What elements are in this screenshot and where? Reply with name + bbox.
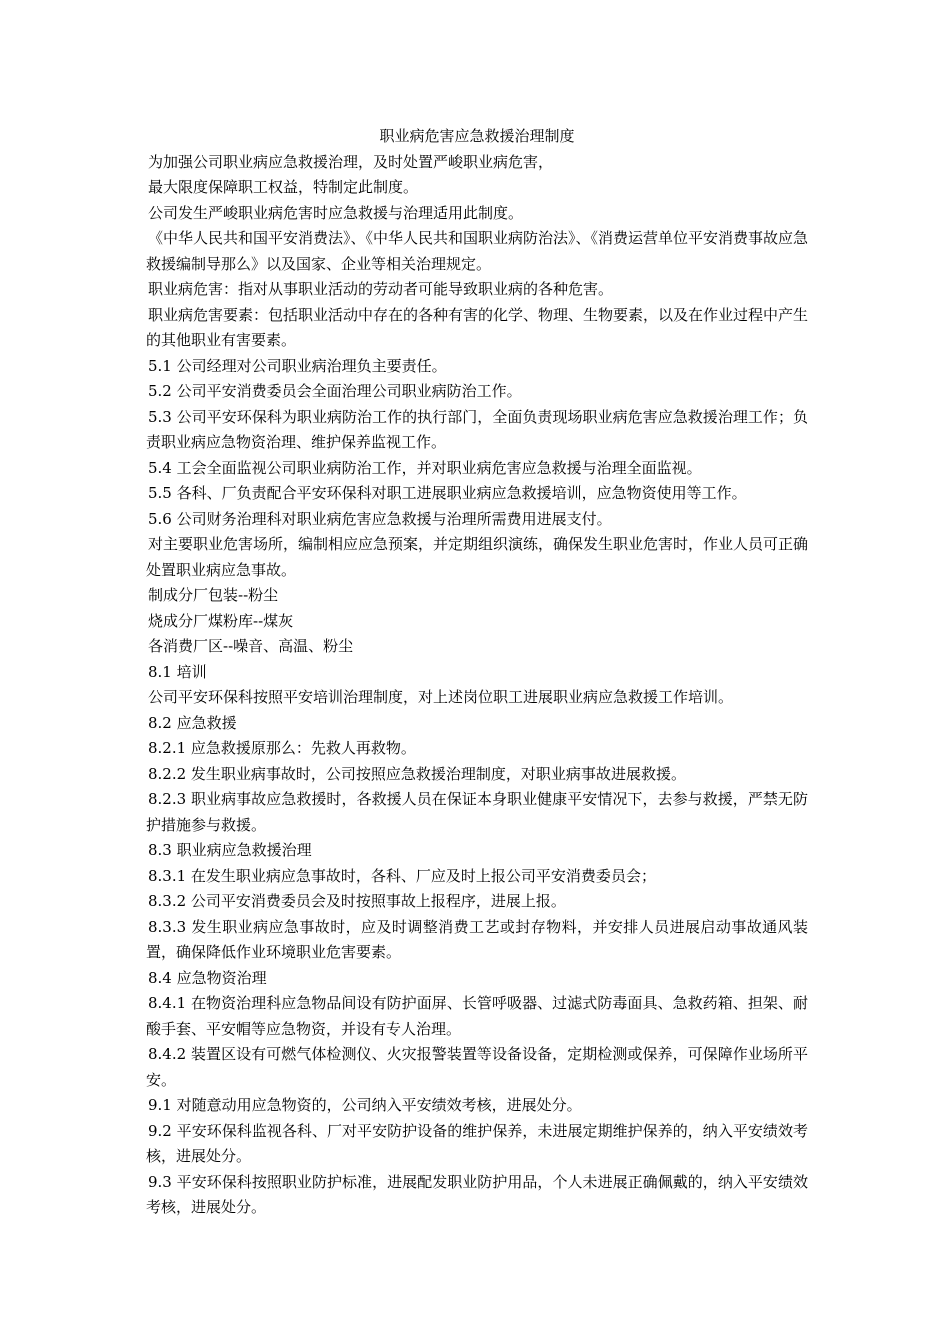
document-body bbox=[146, 150, 808, 1221]
paragraph: 烧成分厂煤粉库--煤灰 bbox=[148, 611, 294, 630]
paragraph: 职业病危害：指对从事职业活动的劳动者可能导致职业病的各种危害。 bbox=[148, 280, 614, 298]
paragraph: 最大限度保障职工权益，特制定此制度。 bbox=[148, 178, 419, 196]
paragraph: 8.4.1 在物资治理科应急物品间设有防护面屏、长管呼吸器、过滤式防毒面具、急救药箱、担架、耐酸手套、平安帽等应急物资，并设有专人治理。 bbox=[146, 994, 808, 1038]
paragraph: 9.2 平安环保科监视各科、厂对平安防护设备的维护保养，未进展定期维护保养的，纳入平安绩效考核，进展处分。 bbox=[146, 1121, 808, 1165]
paragraph: 职业病危害要素：包括职业活动中存在的各种有害的化学、物理、生物要素，以及在作业过程中产生的其他职业有害要素。 bbox=[146, 305, 809, 349]
paragraph: 公司平安环保科按照平安培训治理制度，对上述岗位职工进展职业病应急救援工作培训。 bbox=[148, 688, 734, 706]
paragraph: 各消费厂区--噪音、高温、粉尘 bbox=[148, 637, 354, 655]
paragraph: 8.2.1 应急救援原那么：先救人再救物。 bbox=[148, 739, 416, 757]
paragraph: 对主要职业危害场所，编制相应应急预案，并定期组织演练，确保发生职业危害时，作业人员可正确处置职业病应急事故。 bbox=[146, 535, 809, 579]
paragraph: 8.2.3 职业病事故应急救援时，各救援人员在保证本身职业健康平安情况下，去参与救援，严禁无防护措施参与救援。 bbox=[146, 790, 808, 834]
paragraph: 8.2 应急救援 bbox=[148, 713, 237, 732]
paragraph: 5.3 公司平安环保科为职业病防治工作的执行部门，全面负责现场职业病危害应急救援治理工作；负责职业病应急物资治理、维护保养监视工作。 bbox=[146, 407, 808, 451]
paragraph: 制成分厂包装--粉尘 bbox=[148, 586, 279, 604]
paragraph: 5.6 公司财务治理科对职业病危害应急救援与治理所需费用进展支付。 bbox=[148, 509, 612, 528]
paragraph: 8.4 应急物资治理 bbox=[148, 968, 267, 987]
paragraph: 为加强公司职业病应急救援治理，及时处置严峻职业病危害， bbox=[148, 152, 554, 171]
paragraph: 5.1 公司经理对公司职业病治理负主要责任。 bbox=[148, 356, 447, 375]
paragraph: 8.4.2 装置区设有可燃气体检测仪、火灾报警装置等设备设备，定期检测或保养，可保障作业场所平安。 bbox=[146, 1045, 808, 1089]
paragraph: 公司发生严峻职业病危害时应急救援与治理适用此制度。 bbox=[148, 203, 524, 222]
paragraph: 9.3 平安环保科按照职业防护标准，进展配发职业防护用品，个人未进展正确佩戴的，纳入平安绩效考核，进展处分。 bbox=[146, 1172, 808, 1216]
document-page bbox=[146, 124, 808, 1221]
paragraph: 8.3.2 公司平安消费委员会及时按照事故上报程序，进展上报。 bbox=[148, 892, 566, 910]
paragraph: 5.2 公司平安消费委员会全面治理公司职业病防治工作。 bbox=[148, 382, 522, 400]
paragraph: 5.5 各科、厂负责配合平安环保科对职工进展职业病应急救援培训，应急物资使用等工作。 bbox=[148, 484, 747, 502]
document-title: 职业病危害应急救援治理制度 bbox=[379, 127, 575, 145]
paragraph: 8.1 培训 bbox=[148, 662, 207, 681]
paragraph: 8.3.3 发生职业病应急事故时，应及时调整消费工艺或封存物料，并安排人员进展启动事故通风装置，确保降低作业环境职业危害要素。 bbox=[146, 917, 808, 961]
paragraph: 9.1 对随意动用应急物资的，公司纳入平安绩效考核，进展处分。 bbox=[148, 1096, 582, 1114]
paragraph: 8.3.1 在发生职业病应急事故时，各科、厂应及时上报公司平安消费委员会； bbox=[148, 866, 656, 885]
paragraph: 5.4 工会全面监视公司职业病防治工作，并对职业病危害应急救援与治理全面监视。 bbox=[148, 458, 702, 477]
paragraph: 8.2.2 发生职业病事故时，公司按照应急救援治理制度，对职业病事故进展救援。 bbox=[148, 764, 686, 783]
paragraph: 8.3 职业病应急救援治理 bbox=[148, 841, 312, 859]
paragraph: 《中华人民共和国平安消费法》、《中华人民共和国职业病防治法》、《消费运营单位平安消费事故应急救援编制导那么》以及国家、企业等相关治理规定。 bbox=[146, 229, 809, 273]
